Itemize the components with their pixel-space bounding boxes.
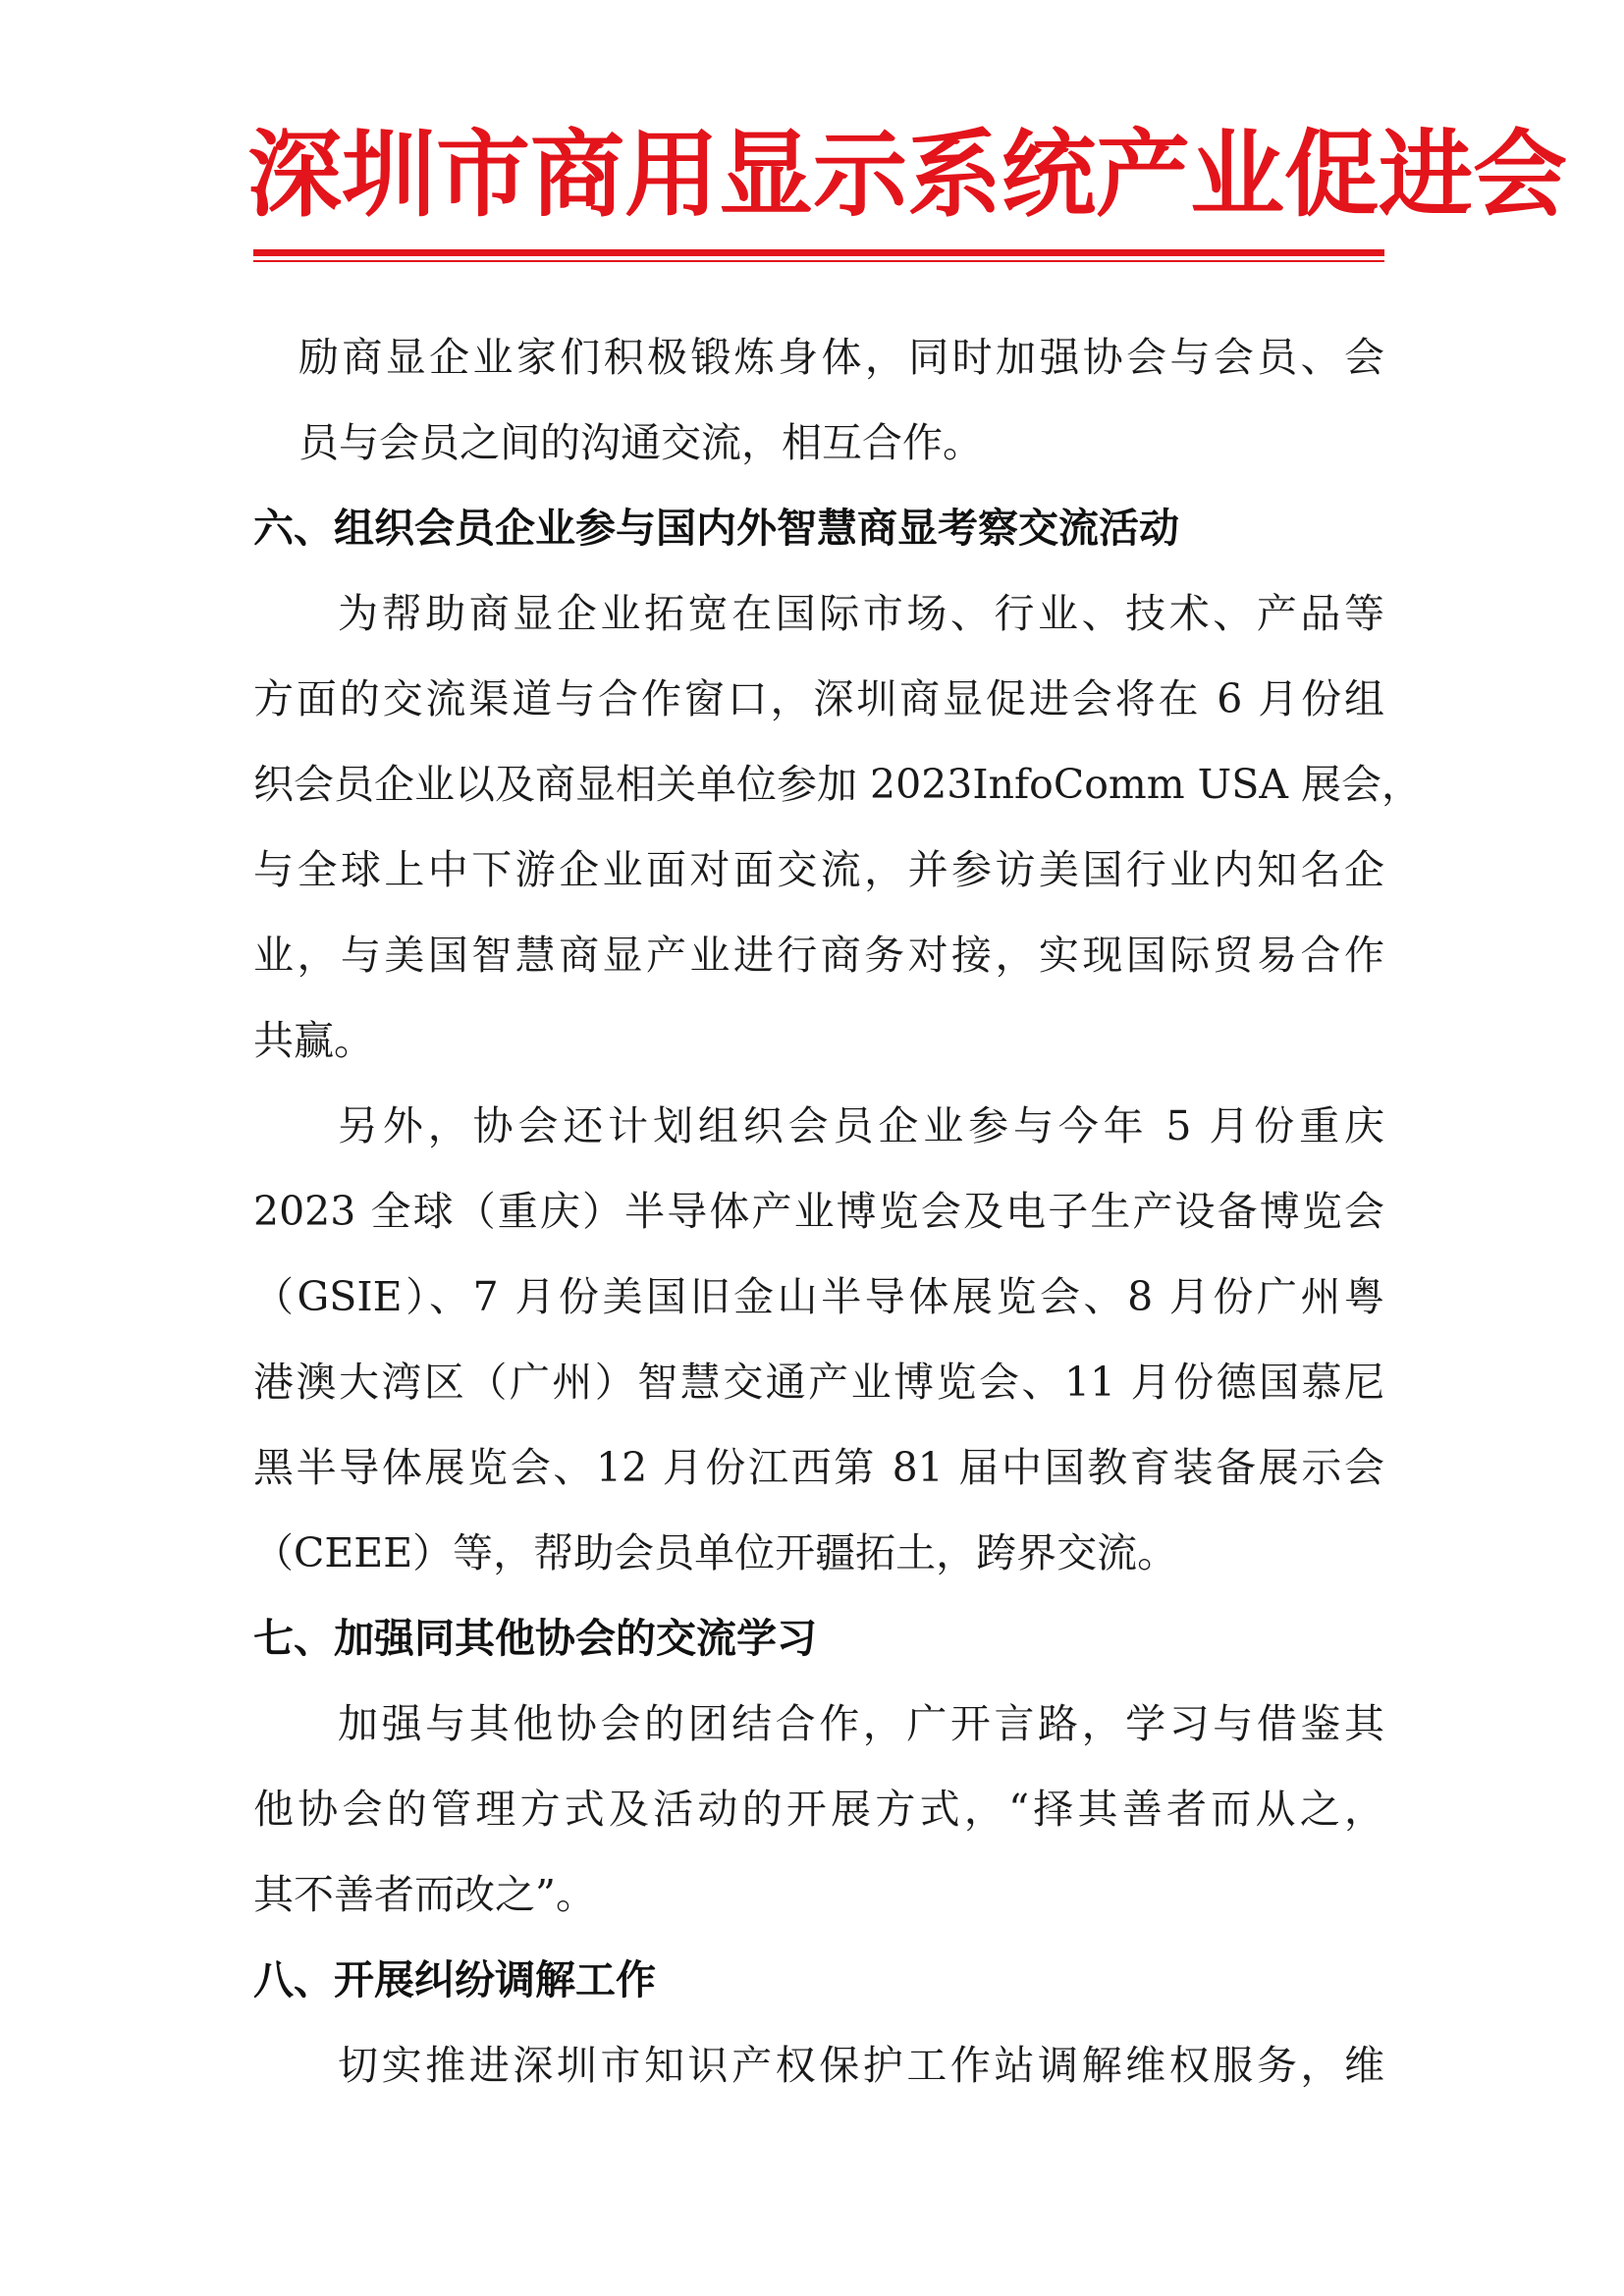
body-line: 另外，协会还计划组织会员企业参与今年 5 月份重庆: [338, 1102, 1384, 1149]
letterhead-rule-thin: [253, 260, 1384, 262]
body-line: 共赢。: [253, 1017, 374, 1064]
body-line: 励商显企业家们积极锻炼身体，同时加强协会与会员、会: [298, 334, 1384, 381]
body-line: 港澳大湾区（广州）智慧交通产业博览会、11 月份德国慕尼: [253, 1359, 1384, 1406]
body-line: 加强与其他协会的团结合作，广开言路，学习与借鉴其: [338, 1700, 1384, 1747]
letterhead-rule-thick: [253, 249, 1384, 256]
section-heading-6: 六、组织会员企业参与国内外智慧商显考察交流活动: [253, 505, 1179, 552]
body-line: 他协会的管理方式及活动的开展方式，“择其善者而从之，: [253, 1786, 1384, 1833]
body-line: 织会员企业以及商显相关单位参加 2023InfoComm USA 展会，: [253, 761, 1422, 808]
body-line: 为帮助商显企业拓宽在国际市场、行业、技术、产品等: [338, 590, 1384, 637]
section-heading-7: 七、加强同其他协会的交流学习: [253, 1615, 817, 1662]
body-line: （CEEE）等，帮助会员单位开疆拓土，跨界交流。: [253, 1529, 1178, 1576]
body-line: 方面的交流渠道与合作窗口，深圳商显促进会将在 6 月份组: [253, 675, 1384, 722]
body-line: 黑半导体展览会、12 月份江西第 81 届中国教育装备展示会: [253, 1444, 1384, 1491]
body-line: （GSIE）、7 月份美国旧金山半导体展览会、8 月份广州粤: [253, 1273, 1384, 1320]
body-line: 切实推进深圳市知识产权保护工作站调解维权服务，维: [338, 2042, 1384, 2089]
body-line: 其不善者而改之”。: [253, 1871, 596, 1918]
body-line: 与全球上中下游企业面对面交流，并参访美国行业内知名企: [253, 846, 1384, 893]
letterhead-title: 深圳市商用显示系统产业促进会: [247, 120, 1567, 230]
section-heading-8: 八、开展纠纷调解工作: [253, 1956, 656, 2003]
body-line: 2023 全球（重庆）半导体产业博览会及电子生产设备博览会: [253, 1188, 1384, 1235]
body-line: 员与会员之间的沟通交流，相互合作。: [298, 419, 983, 466]
body-line: 业，与美国智慧商显产业进行商务对接，实现国际贸易合作: [253, 932, 1384, 979]
